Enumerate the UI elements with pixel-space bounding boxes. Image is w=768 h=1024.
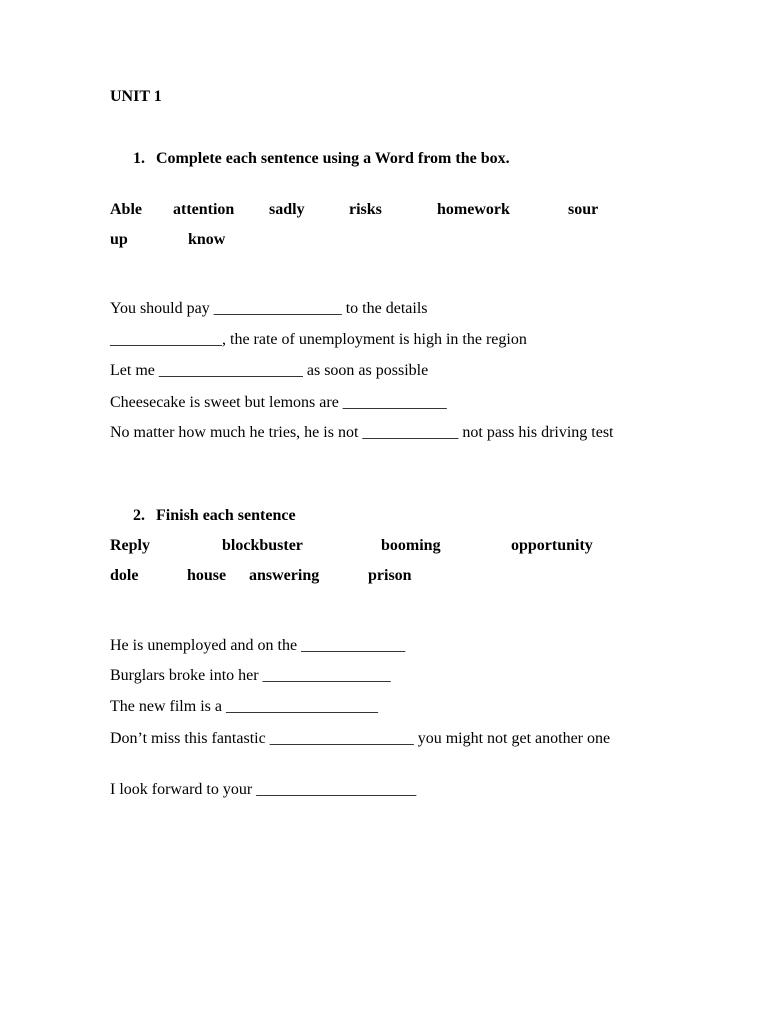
sentence2-4: Don’t miss this fantastic __________________ you might not get another one <box>110 730 611 747</box>
sentence1-2: ______________, the rate of unemployment is high in the region <box>110 331 527 348</box>
word-bank1-item: know <box>188 231 226 248</box>
word-bank1-item: homework <box>437 201 510 218</box>
word-bank2-item: opportunity <box>511 537 593 554</box>
sentence1-5: No matter how much he tries, he is not ____________ not pass his driving test <box>110 424 614 441</box>
section2-heading: Finish each sentence <box>156 507 296 524</box>
sentence2-3: The new film is a ___________________ <box>110 698 378 715</box>
sentence1-1: You should pay ________________ to the details <box>110 300 428 317</box>
word-bank2-item: Reply <box>110 537 150 554</box>
word-bank1-item: Able <box>110 201 142 218</box>
word-bank2-item: booming <box>381 537 441 554</box>
section1-number: 1. <box>133 150 145 167</box>
sentence2-5: I look forward to your ____________________ <box>110 781 417 798</box>
word-bank1-item: sour <box>568 201 599 218</box>
sentence2-1: He is unemployed and on the _____________ <box>110 637 406 654</box>
word-bank1-item: attention <box>173 201 235 218</box>
word-bank2-item: house <box>187 567 227 584</box>
word-bank2-item: prison <box>368 567 412 584</box>
word-bank2-item: answering <box>249 567 320 584</box>
unit-title: UNIT 1 <box>110 88 162 105</box>
word-bank2-item: dole <box>110 567 139 584</box>
word-bank1-item: up <box>110 231 128 248</box>
sentence2-2: Burglars broke into her ________________ <box>110 667 391 684</box>
sentence1-4: Cheesecake is sweet but lemons are _____________ <box>110 394 447 411</box>
section2-number: 2. <box>133 507 145 524</box>
word-bank1-item: risks <box>349 201 382 218</box>
word-bank1-item: sadly <box>269 201 305 218</box>
word-bank2-item: blockbuster <box>222 537 303 554</box>
sentence1-3: Let me __________________ as soon as possible <box>110 362 429 379</box>
section1-heading: Complete each sentence using a Word from the box. <box>156 150 510 167</box>
